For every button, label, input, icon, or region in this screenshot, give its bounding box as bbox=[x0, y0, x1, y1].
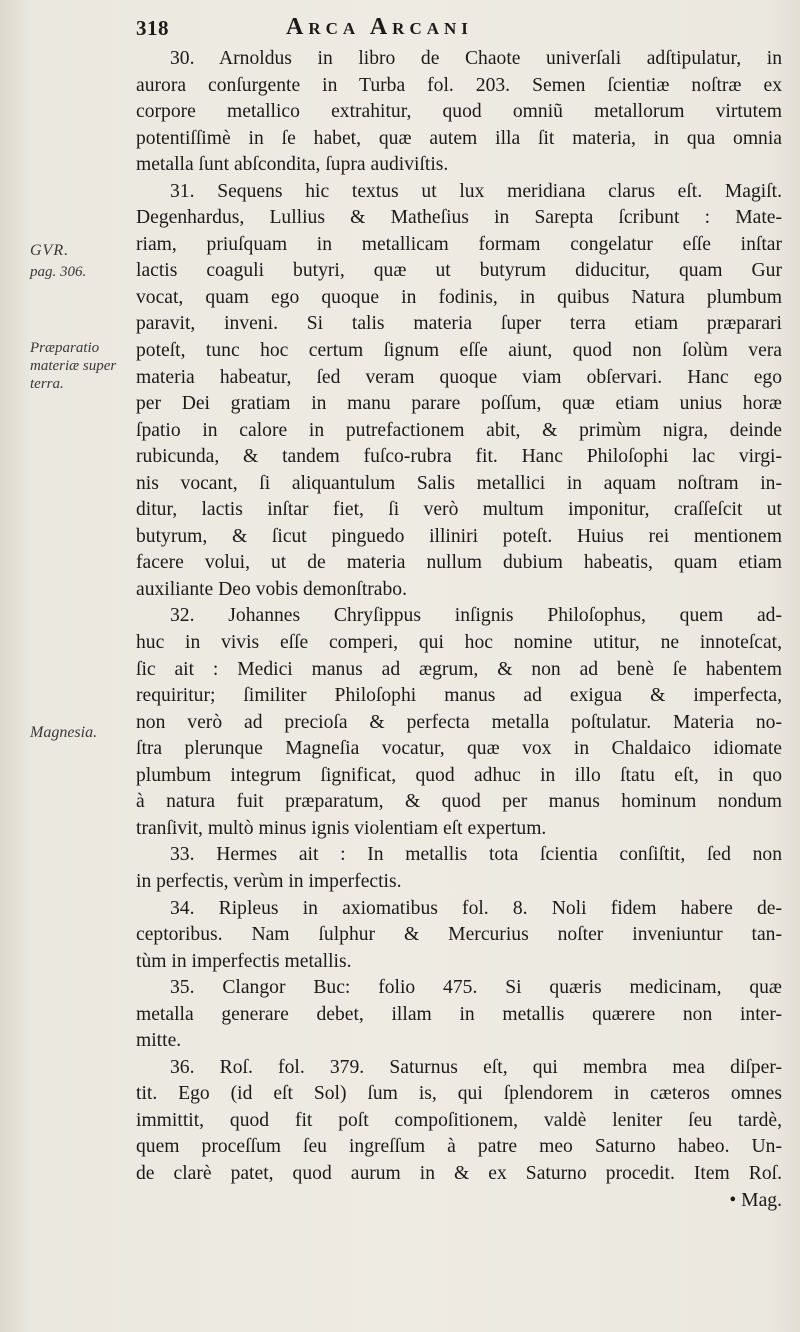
text-line: corpore metallico extrahitur, quod omniũ metallorum virtutem bbox=[136, 101, 782, 123]
text-line: 35. Clangor Buc: folio 475. Si quæris medicinam, quæ bbox=[170, 977, 782, 999]
text-line: 30. Arnoldus in libro de Chaote univerſali adſtipulatur, in bbox=[170, 48, 782, 69]
text-line: de clarè patet, quod aurum in & ex Saturno procedit. Item Roſ. bbox=[136, 1162, 782, 1184]
text-line: materia habeatur, ſed veram quoque viam obſervari. Hanc ego bbox=[136, 366, 782, 388]
text-line: ditur, lactis inſtar fiet, ſi verò multum imponitur, craſſeſcit ut bbox=[136, 499, 782, 521]
text-line: per Dei gratiam in manu parare poſſum, quæ etiam unius horæ bbox=[136, 393, 782, 415]
body-text bbox=[136, 46, 782, 1214]
text-line: 36. Roſ. fol. 379. Saturnus eſt, qui membra mea diſper- bbox=[170, 1056, 782, 1078]
text-line: in perfectis, verùm in imperfectis. bbox=[136, 870, 402, 892]
text-line: nis vocant, ſi aliquantulum Salis metallici in aquam noſtram in- bbox=[136, 472, 782, 494]
text-line: butyrum, & ſicut pinguedo illiniri poteſt. Huius rei mentionem bbox=[136, 525, 782, 547]
page-number: 318 bbox=[136, 16, 169, 40]
margin-note-magnesia: Magnesia. bbox=[30, 724, 98, 741]
text-line: quem proceſſum ſeu ingreſſum à patre meo Saturno habeo. Un- bbox=[136, 1136, 782, 1158]
page-header bbox=[136, 14, 766, 44]
text-line: vocat, quam ego quoque in fodinis, in quibus Natura plumbum bbox=[136, 286, 782, 308]
text-line: ſtra plerunque Magneſia vocatur, quæ vox in Chaldaico idiomate bbox=[136, 738, 782, 760]
text-line: poteſt, tunc hoc certum ſignum eſſe aiunt, quod non ſolùm vera bbox=[136, 340, 782, 362]
margin-note-gvr: GVR. bbox=[30, 242, 70, 259]
text-line: potentiſſimè in ſe habet, quæ autem illa ſit materia, in qua omnia bbox=[136, 127, 782, 149]
text-line: paravit, inveni. Si talis materia ſuper terra etiam præparari bbox=[136, 313, 782, 335]
text-line: immittit, quod fit poſt compoſitionem, valdè leniter ſeu tardè, bbox=[136, 1109, 782, 1131]
text-line: mitte. bbox=[136, 1030, 182, 1052]
text-line: auxiliante Deo vobis demonſtrabo. bbox=[136, 578, 407, 600]
text-line: ſpatio in calore in putrefactionem abit, & primùm nigra, deinde bbox=[136, 419, 782, 441]
text-line: 31. Sequens hic textus ut lux meridiana clarus eſt. Magiſt. bbox=[170, 180, 782, 202]
text-line: metalla ſunt abſcondita, ſupra audiviſtis. bbox=[136, 154, 449, 176]
text-line: lactis coaguli butyri, quæ ut butyrum diducitur, quam Gur bbox=[136, 260, 782, 282]
running-title: Arca Arcani bbox=[286, 14, 473, 40]
text-line: non verò ad precioſa & perfecta metalla poſtulatur. Materia no- bbox=[136, 711, 782, 733]
text-line: ſic ait : Medici manus ad ægrum, & non ad benè ſe habentem bbox=[136, 658, 782, 680]
text-line: 34. Ripleus in axiomatibus fol. 8. Noli fidem habere de- bbox=[170, 897, 782, 919]
text-line: Degenhardus, Lullius & Matheſius in Sarepta ſcribunt : Mate- bbox=[136, 207, 782, 229]
text-line: à natura fuit præparatum, & quod per manus hominum nondum bbox=[136, 791, 782, 813]
margin-note-praeparatio: Præparatio bbox=[30, 340, 100, 356]
catchword: • Mag. bbox=[729, 1189, 782, 1211]
text-line: tranſivit, multò minus ignis violentiam eſt expertum. bbox=[136, 817, 547, 839]
margin-note-materiae-super: materiæ super bbox=[30, 358, 117, 374]
text-line: aurora conſurgente in Turba fol. 203. Semen ſcientiæ noſtræ ex bbox=[136, 74, 782, 96]
text-line: riam, priuſquam in metallicam formam congelatur eſſe inſtar bbox=[136, 233, 782, 255]
margin-notes bbox=[0, 0, 128, 1332]
margin-note-terra: terra. bbox=[30, 376, 64, 392]
text-line: metalla generare debet, illam in metallis quærere non inter- bbox=[136, 1003, 782, 1025]
text-line: ceptoribus. Nam ſulphur & Mercurius noſter inveniuntur tan- bbox=[136, 924, 782, 946]
margin-note-page-ref: pag. 306. bbox=[30, 264, 87, 280]
text-line: rubicunda, & tandem fuſco-rubra fit. Hanc Philoſophi lac virgi- bbox=[136, 446, 782, 468]
text-line: 32. Johannes Chryſippus inſignis Philoſophus, quem ad- bbox=[170, 605, 782, 627]
text-line: facere volui, ut de materia nullum dubium habeatis, quam etiam bbox=[136, 552, 782, 574]
text-line: requiritur; ſimiliter Philoſophi manus ad exigua & imperfecta, bbox=[136, 685, 782, 707]
text-line: 33. Hermes ait : In metallis tota ſcientia conſiſtit, ſed non bbox=[170, 844, 782, 866]
text-line: tit. Ego (id eſt Sol) ſum is, qui ſplendorem in cæteros omnes bbox=[136, 1083, 782, 1105]
text-line: huc in vivis eſſe comperi, qui hoc nomine utitur, ne innoteſcat, bbox=[136, 632, 782, 654]
text-line: plumbum integrum ſignificat, quod adhuc in illo ſtatu eſt, in quo bbox=[136, 764, 782, 786]
text-line: tùm in imperfectis metallis. bbox=[136, 950, 352, 972]
